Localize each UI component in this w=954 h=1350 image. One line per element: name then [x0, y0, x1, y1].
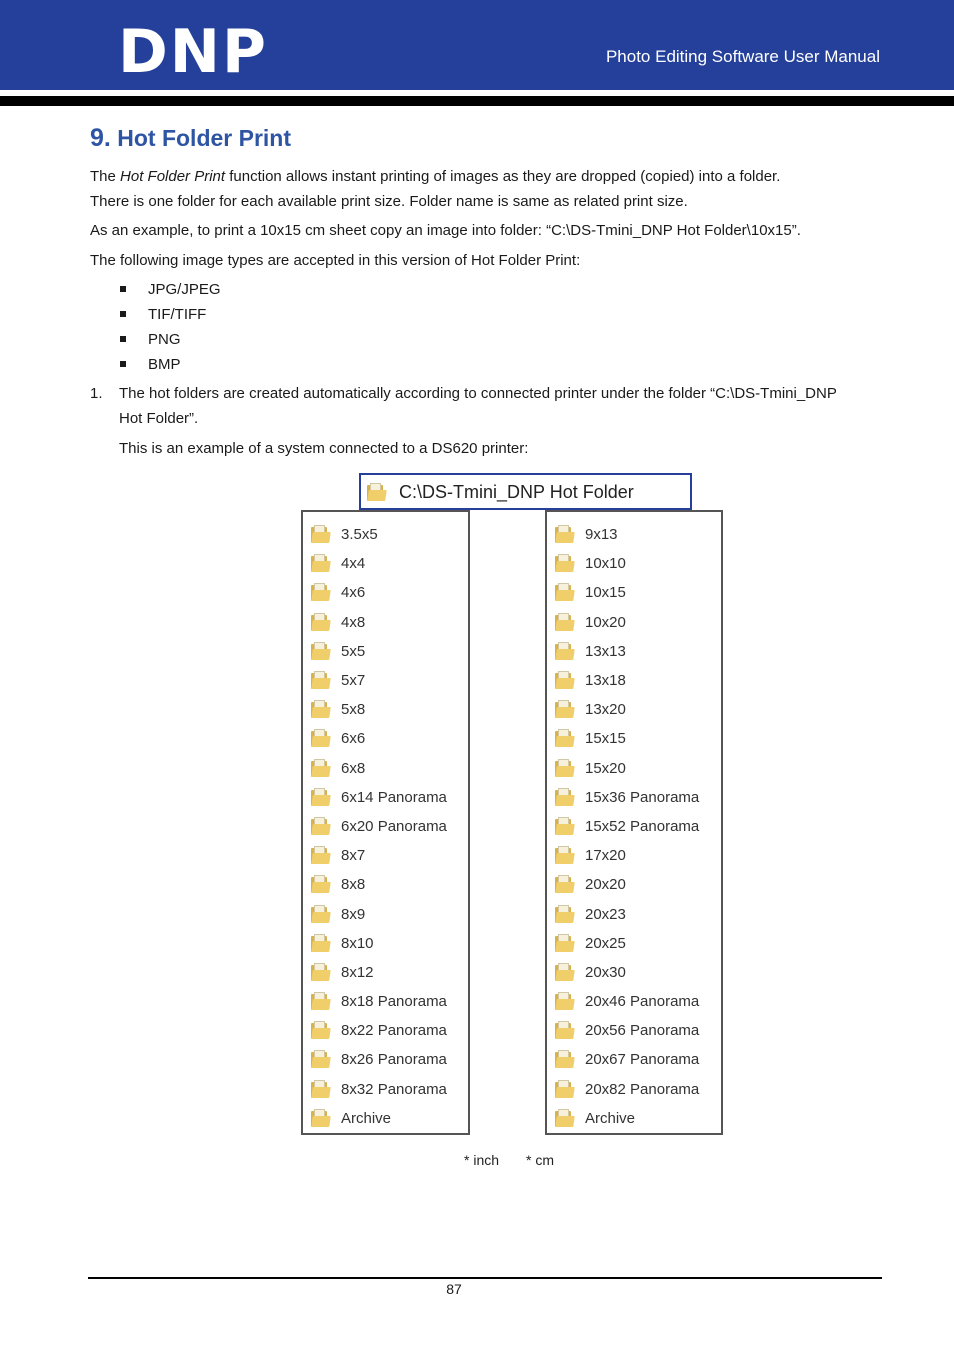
folder-icon [555, 525, 575, 544]
folder-item[interactable] [555, 1075, 699, 1104]
folder-icon [555, 992, 575, 1011]
folder-name: 13x13 [585, 642, 626, 660]
folder-name: 5x5 [341, 642, 366, 660]
folder-item[interactable] [311, 1104, 447, 1133]
folder-name: 9x13 [585, 526, 618, 544]
folder-item[interactable] [311, 637, 447, 666]
header-divider-thick [0, 96, 954, 106]
folder-name: Archive [341, 1109, 392, 1127]
folder-item[interactable] [555, 695, 699, 724]
list-item [120, 352, 221, 377]
folder-icon [555, 788, 575, 807]
folder-icon [555, 759, 575, 778]
intro-paragraph [90, 164, 870, 214]
folder-item[interactable] [555, 987, 699, 1016]
folder-icon [311, 992, 331, 1011]
folder-icon [367, 483, 387, 502]
folder-name: Archive [585, 1109, 636, 1127]
folder-name: 20x46 Panorama [585, 993, 700, 1011]
bullet-icon [120, 311, 126, 317]
folder-name: 20x30 [585, 963, 626, 981]
folder-icon [555, 1080, 575, 1099]
list-item [120, 277, 221, 302]
folder-item[interactable] [311, 987, 447, 1016]
cm-folder-list [555, 520, 699, 1133]
folder-icon [555, 671, 575, 690]
bullet-icon [120, 286, 126, 292]
folder-name: 15x36 Panorama [585, 788, 700, 806]
folder-icon [555, 613, 575, 632]
folder-name: 15x52 Panorama [585, 817, 700, 835]
folder-item[interactable] [555, 812, 699, 841]
folder-icon [311, 700, 331, 719]
bullet-icon [120, 361, 126, 367]
folder-item[interactable] [311, 1045, 447, 1074]
folder-name: 8x26 Panorama [341, 1051, 447, 1069]
hot-folder-print-emphasis: Hot Folder Print [120, 168, 226, 185]
folder-icon [555, 875, 575, 894]
bullet-icon [120, 336, 126, 342]
root-folder-path: C:\DS-Tmini_DNP Hot Folder [399, 482, 634, 502]
folder-item[interactable] [555, 549, 699, 578]
folder-name: 6x8 [341, 759, 366, 777]
folder-icon [311, 1109, 331, 1128]
folder-item[interactable] [311, 549, 447, 578]
folder-item[interactable] [555, 578, 699, 607]
folder-icon [311, 642, 331, 661]
list-item-label: PNG [148, 331, 181, 348]
folder-item[interactable] [311, 783, 447, 812]
folder-item[interactable] [555, 520, 699, 549]
types-intro: The following image types are accepted in this version of Hot Folder Print: [90, 252, 581, 269]
folder-icon [555, 905, 575, 924]
folder-name: 20x25 [585, 934, 626, 952]
folder-icon [555, 1050, 575, 1069]
folder-name: 20x82 Panorama [585, 1080, 700, 1098]
list-item [120, 302, 221, 327]
folder-icon [555, 1109, 575, 1128]
folder-name: 8x22 Panorama [341, 1022, 447, 1040]
inch-folder-panel [301, 510, 470, 1135]
page-number: 87 [446, 1281, 462, 1297]
folder-item[interactable] [311, 1016, 447, 1045]
folder-icon [311, 963, 331, 982]
folder-name: 17x20 [585, 847, 626, 865]
folder-name: 4x8 [341, 613, 366, 631]
intro-text: There is one folder for each available print size. Folder name is same as related print size. [90, 193, 688, 210]
folder-icon [311, 788, 331, 807]
folder-icon [555, 583, 575, 602]
folder-item[interactable] [311, 608, 447, 637]
manual-title: Photo Editing Software User Manual [605, 47, 880, 66]
folder-item[interactable] [311, 812, 447, 841]
folder-name: 20x67 Panorama [585, 1051, 700, 1069]
step-note: This is an example of a system connected to a DS620 printer: [119, 440, 529, 457]
folder-icon [311, 1080, 331, 1099]
folder-item[interactable] [555, 637, 699, 666]
folder-item[interactable] [311, 958, 447, 987]
legend-cm: * cm [526, 1152, 554, 1168]
header-divider-thin [0, 90, 954, 93]
folder-item[interactable] [555, 724, 699, 753]
folder-icon [555, 729, 575, 748]
folder-icon [311, 875, 331, 894]
folder-name: 5x7 [341, 672, 366, 690]
section-number: 9. [90, 124, 111, 152]
folder-item[interactable] [555, 783, 699, 812]
folder-item[interactable] [555, 870, 699, 899]
folder-name: 5x8 [341, 701, 366, 719]
folder-item[interactable] [555, 666, 699, 695]
folder-item[interactable] [555, 841, 699, 870]
hot-folder-root[interactable] [359, 473, 692, 510]
folder-icon [555, 554, 575, 573]
folder-icon [311, 846, 331, 865]
folder-icon [555, 642, 575, 661]
folder-item[interactable] [555, 899, 699, 928]
folder-name: 6x14 Panorama [341, 788, 447, 806]
folder-icon [555, 700, 575, 719]
folder-icon [555, 934, 575, 953]
intro-text: The [90, 168, 121, 185]
folder-name: 15x15 [585, 730, 626, 748]
step-text: The hot folders are created automatically according to connected printer under the folder “C:\DS-Tmini_DNP Hot Folder”. [119, 385, 837, 427]
folder-icon [311, 1050, 331, 1069]
folder-item[interactable] [311, 870, 447, 899]
folder-name: 8x9 [341, 905, 366, 923]
folder-icon [555, 963, 575, 982]
folder-icon [311, 525, 331, 544]
folder-icon [311, 554, 331, 573]
footer-divider [88, 1277, 882, 1279]
folder-item[interactable] [555, 929, 699, 958]
dnp-logo: DNP [118, 17, 268, 87]
folder-icon [311, 759, 331, 778]
intro-text: function allows instant printing of images as they are dropped (copied) into a folder. [225, 168, 781, 185]
folder-item[interactable] [555, 1104, 699, 1133]
folder-item[interactable] [311, 520, 447, 549]
folder-item[interactable] [311, 929, 447, 958]
folder-name: 8x32 Panorama [341, 1080, 447, 1098]
folder-name: 8x8 [341, 876, 366, 894]
folder-name: 6x6 [341, 730, 366, 748]
folder-icon [311, 583, 331, 602]
folder-name: 20x23 [585, 905, 626, 923]
section-heading [90, 124, 291, 153]
folder-item[interactable] [555, 608, 699, 637]
folder-icon [311, 1021, 331, 1040]
folder-item[interactable] [311, 899, 447, 928]
folder-icon [311, 671, 331, 690]
folder-name: 10x10 [585, 555, 626, 573]
folder-name: 13x18 [585, 672, 626, 690]
folder-name: 4x4 [341, 555, 366, 573]
folder-item[interactable] [311, 1075, 447, 1104]
folder-name: 3.5x5 [341, 526, 378, 544]
folder-icon [311, 729, 331, 748]
folder-icon [555, 817, 575, 836]
folder-name: 8x18 Panorama [341, 993, 447, 1011]
folder-item[interactable] [311, 841, 447, 870]
list-item-label: JPG/JPEG [148, 281, 221, 298]
folder-item[interactable] [311, 578, 447, 607]
folder-item[interactable] [555, 1016, 699, 1045]
folder-name: 8x10 [341, 934, 374, 952]
folder-name: 8x7 [341, 847, 366, 865]
folder-name: 8x12 [341, 963, 374, 981]
folder-item[interactable] [311, 666, 447, 695]
folder-name: 4x6 [341, 584, 366, 602]
folder-icon [555, 846, 575, 865]
folder-name: 15x20 [585, 759, 626, 777]
page-header [0, 0, 954, 90]
folder-item[interactable] [311, 754, 447, 783]
legend-inch: * inch [464, 1152, 500, 1168]
folder-name: 20x56 Panorama [585, 1022, 700, 1040]
step-number: 1. [90, 385, 103, 402]
example-paragraph: As an example, to print a 10x15 cm sheet copy an image into folder: “C:\DS-Tmini_DNP Hot Folder\10x15”. [90, 222, 801, 239]
folder-name: 10x20 [585, 613, 626, 631]
folder-item[interactable] [555, 958, 699, 987]
folder-icon [311, 934, 331, 953]
folder-item[interactable] [311, 724, 447, 753]
folder-name: 6x20 Panorama [341, 817, 447, 835]
folder-name: 10x15 [585, 584, 626, 602]
folder-name: 20x20 [585, 876, 626, 894]
inch-folder-list [311, 520, 447, 1133]
folder-icon [311, 905, 331, 924]
folder-icon [311, 817, 331, 836]
list-item-label: TIF/TIFF [148, 306, 207, 323]
folder-name: 13x20 [585, 701, 626, 719]
folder-icon [555, 1021, 575, 1040]
folder-item[interactable] [311, 695, 447, 724]
image-type-list [120, 277, 221, 377]
section-title: Hot Folder Print [117, 125, 292, 151]
list-item-label: BMP [148, 356, 181, 373]
list-item [120, 327, 221, 352]
folder-item[interactable] [555, 754, 699, 783]
folder-item[interactable] [555, 1045, 699, 1074]
cm-folder-panel [545, 510, 723, 1135]
folder-icon [311, 613, 331, 632]
